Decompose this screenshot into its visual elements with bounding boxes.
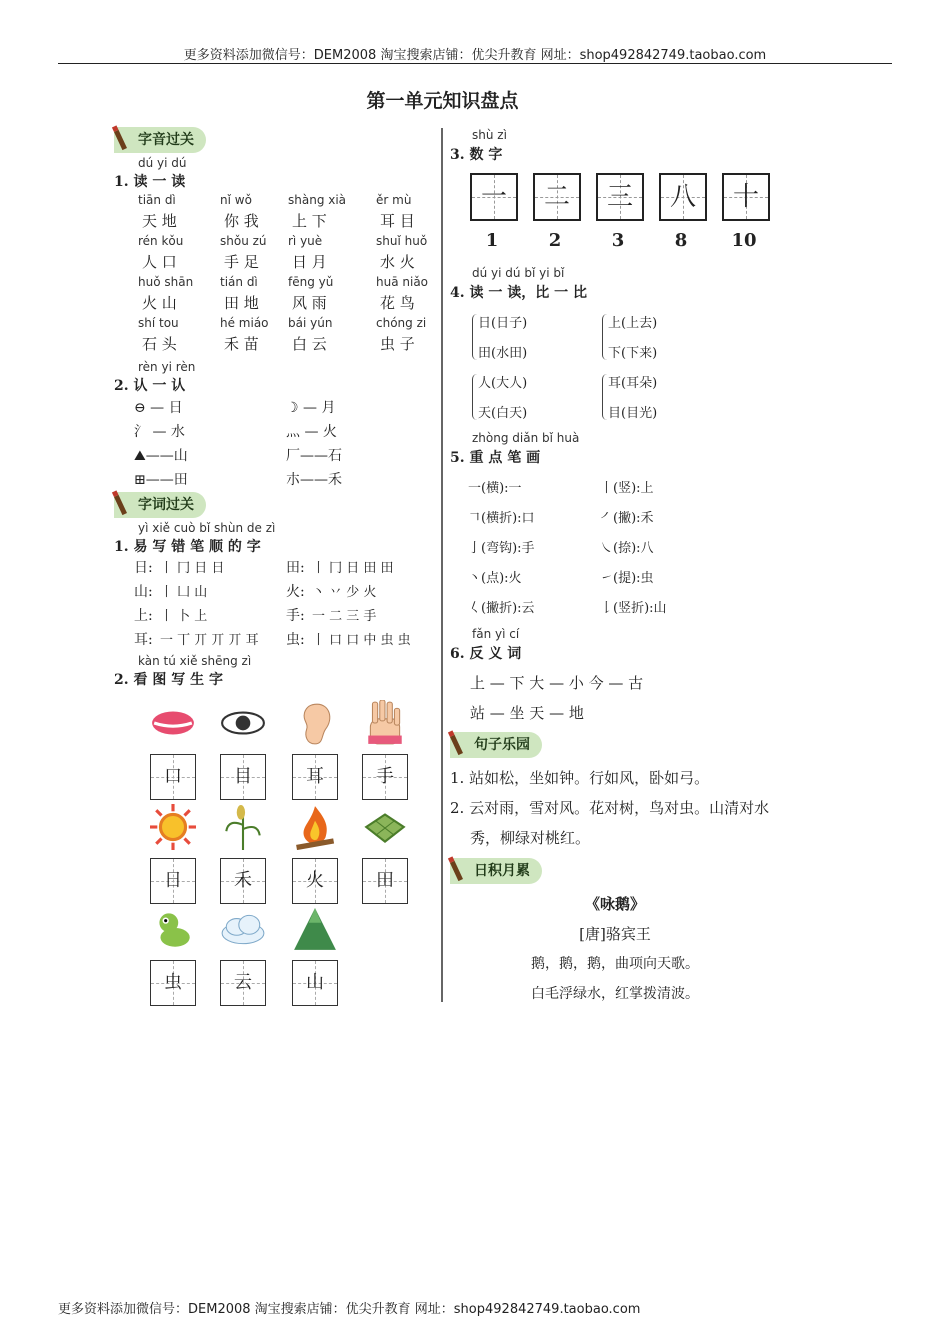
word-pinyin: tián dì bbox=[220, 275, 258, 289]
pictograph-character: 日 bbox=[168, 400, 183, 416]
word-pinyin: shàng xià bbox=[288, 193, 347, 207]
poem-title: 《咏鹅》 bbox=[584, 895, 645, 913]
word-hanzi: 水 火 bbox=[380, 253, 415, 271]
stroke-name: 丨(竖):上 bbox=[600, 481, 654, 496]
word-pinyin: hé miáo bbox=[220, 316, 269, 330]
stroke-name: 𠄌(竖折):山 bbox=[600, 601, 667, 616]
compare-word: 人(大人) bbox=[478, 376, 528, 391]
word-pinyin: bái yún bbox=[288, 316, 333, 330]
strokes-key-pinyin: zhòng diǎn bǐ huà bbox=[472, 431, 580, 445]
stroke-character: 山: bbox=[134, 584, 153, 600]
word-pinyin: shuǐ huǒ bbox=[376, 234, 428, 248]
eye-icon bbox=[220, 700, 266, 746]
number-digit: 8 bbox=[674, 230, 688, 251]
stroke-steps: 一 二 三 手 bbox=[312, 609, 377, 624]
section-tag-accumulate bbox=[450, 858, 542, 884]
word-hanzi: 人 口 bbox=[142, 253, 177, 271]
section-tag-label: 日积月累 bbox=[474, 863, 530, 879]
section-tag-label: 句子乐园 bbox=[474, 737, 530, 753]
cell-character: 田 bbox=[376, 870, 394, 891]
pictograph-character: 月 bbox=[321, 400, 336, 416]
pencil-icon bbox=[450, 735, 463, 755]
cell-character: 火 bbox=[306, 870, 324, 891]
word-pinyin: tiān dì bbox=[138, 193, 176, 207]
poem-line: 鹅，鹅，鹅，曲项向天歌。 bbox=[531, 956, 699, 972]
q1-label: 1. 读 一 读 bbox=[114, 174, 186, 190]
compare-word: 耳(耳朵) bbox=[608, 376, 658, 391]
word-pinyin: huǒ shān bbox=[138, 275, 194, 289]
strokes-pinyin: yì xiě cuò bǐ shùn de zì bbox=[138, 521, 276, 535]
stroke-name: 𠃍(横折):口 bbox=[468, 511, 535, 526]
header-rule bbox=[58, 63, 892, 64]
pencil-icon bbox=[114, 130, 127, 150]
field-icon bbox=[362, 804, 408, 850]
writing-cell bbox=[220, 754, 266, 800]
dash: — bbox=[298, 400, 322, 416]
word-hanzi: 日 月 bbox=[292, 253, 327, 271]
number-character: 二 bbox=[543, 182, 570, 212]
pencil-icon bbox=[450, 861, 463, 881]
compare-word: 天(白天) bbox=[478, 406, 528, 421]
cell-character: 手 bbox=[376, 766, 394, 787]
word-hanzi: 白 云 bbox=[292, 335, 327, 353]
word-pinyin: shǒu zú bbox=[220, 234, 267, 248]
stroke-steps: 丨 口 口 中 虫 虫 bbox=[312, 633, 411, 648]
pictograph-pair bbox=[286, 445, 342, 465]
pictograph-icon: 灬 bbox=[286, 424, 300, 440]
number-digit: 1 bbox=[485, 230, 499, 251]
writing-cell bbox=[150, 754, 196, 800]
stroke-name: ㇏(捺):八 bbox=[600, 541, 654, 556]
stroke-name: ㇀(提):虫 bbox=[600, 571, 654, 586]
number-character: 十 bbox=[732, 182, 759, 212]
stroke-character: 田: bbox=[286, 560, 305, 576]
brace bbox=[602, 314, 607, 360]
writing-cell bbox=[292, 858, 338, 904]
brace bbox=[472, 374, 477, 420]
number-cell bbox=[659, 173, 707, 221]
stroke-character: 上: bbox=[134, 608, 153, 624]
numbers-label: 3. 数 字 bbox=[450, 147, 503, 163]
number-digit: 10 bbox=[731, 230, 757, 251]
cell-character: 目 bbox=[234, 766, 252, 787]
cell-character: 日 bbox=[164, 870, 182, 891]
stroke-steps: 丨 冂 日 田 田 bbox=[312, 561, 394, 576]
pictograph-character: 水 bbox=[170, 424, 185, 440]
number-digit: 3 bbox=[611, 230, 625, 251]
cell-character: 耳 bbox=[306, 766, 324, 787]
pictograph-character: 禾 bbox=[328, 472, 342, 488]
writing-cell bbox=[220, 960, 266, 1006]
dash: — bbox=[300, 424, 323, 440]
picture-label: 2. 看 图 写 生 字 bbox=[114, 672, 223, 688]
q2-label: 2. 认 一 认 bbox=[114, 378, 186, 394]
dash: —— bbox=[300, 448, 328, 464]
mountain-icon bbox=[292, 906, 338, 952]
word-pinyin: shí tou bbox=[138, 316, 179, 330]
writing-cell bbox=[362, 754, 408, 800]
word-hanzi: 耳 目 bbox=[380, 212, 415, 230]
compare-word: 目(目光) bbox=[608, 406, 658, 421]
number-character: 一 bbox=[480, 182, 507, 212]
writing-cell bbox=[292, 960, 338, 1006]
compare-label: 4. 读 一 读，比 一 比 bbox=[450, 285, 587, 301]
fire-icon bbox=[292, 804, 338, 850]
page-footer: 更多资料添加微信号：DEM2008 淘宝搜索店铺：优尖升教育 网址：shop492842749.taobao.com bbox=[58, 1302, 641, 1317]
compare-word: 田(水田) bbox=[478, 346, 528, 361]
word-pinyin: rì yuè bbox=[288, 234, 323, 248]
poem-line: 白毛浮绿水，红掌拨清波。 bbox=[531, 986, 699, 1002]
number-cell bbox=[596, 173, 644, 221]
pictograph-icon: ☽ bbox=[286, 400, 299, 416]
bug-icon bbox=[150, 906, 196, 952]
dash: —— bbox=[145, 472, 174, 488]
q1-pinyin: dú yi dú bbox=[138, 156, 187, 170]
stroke-steps: 丨 卜 上 bbox=[160, 609, 208, 624]
number-cell bbox=[533, 173, 581, 221]
word-pinyin: chóng zi bbox=[376, 316, 427, 330]
word-hanzi: 上 下 bbox=[292, 212, 327, 230]
number-digit: 2 bbox=[548, 230, 562, 251]
pictograph-icon: ⺡ bbox=[134, 424, 148, 440]
writing-cell bbox=[150, 858, 196, 904]
number-character: 三 bbox=[606, 182, 633, 212]
word-pinyin: huā niǎo bbox=[376, 275, 429, 289]
stroke-steps: 丨 冂 日 日 bbox=[160, 561, 225, 576]
dash: —— bbox=[145, 448, 174, 464]
q2-pinyin: rèn yi rèn bbox=[138, 360, 196, 374]
number-cell bbox=[470, 173, 518, 221]
stroke-character: 手: bbox=[286, 608, 305, 624]
antonym-row: 上 — 下 大 — 小 今 — 古 bbox=[470, 674, 644, 692]
section-tag-label: 字音过关 bbox=[138, 132, 194, 148]
pictograph-icon: 朩 bbox=[286, 472, 300, 488]
section-tag-label: 字词过关 bbox=[138, 497, 194, 513]
stroke-character: 日: bbox=[134, 560, 153, 576]
stroke-name: 𡿨(撇折):云 bbox=[468, 601, 535, 616]
word-pinyin: fēng yǔ bbox=[288, 275, 334, 289]
word-hanzi: 手 足 bbox=[224, 253, 259, 271]
numbers-pinyin: shù zì bbox=[472, 128, 507, 142]
sentence-item: 2. 云对雨，雪对风。花对树，鸟对虫。山清对水 bbox=[450, 799, 770, 817]
antonym-row: 站 — 坐 天 — 地 bbox=[470, 704, 584, 722]
lips-icon bbox=[150, 700, 196, 746]
pictograph-pair bbox=[286, 397, 335, 417]
word-pinyin: ěr mù bbox=[376, 193, 412, 207]
dash: — bbox=[145, 400, 169, 416]
writing-cell bbox=[362, 858, 408, 904]
stroke-character: 火: bbox=[286, 584, 305, 600]
page-header: 更多资料添加微信号：DEM2008 淘宝搜索店铺：优尖升教育 网址：shop492842749.taobao.com bbox=[183, 48, 767, 63]
stroke-name: 一(横):一 bbox=[468, 481, 522, 496]
pictograph-character: 田 bbox=[173, 472, 188, 488]
hand-icon bbox=[362, 700, 408, 746]
stroke-character: 耳: bbox=[134, 632, 153, 648]
sentence-item: 1. 站如松，坐如钟。行如风，卧如弓。 bbox=[450, 769, 710, 787]
cell-character: 云 bbox=[234, 972, 252, 993]
dash: — bbox=[148, 424, 171, 440]
ear-icon bbox=[292, 700, 338, 746]
cell-character: 禾 bbox=[234, 870, 252, 891]
section-tag-words bbox=[114, 492, 206, 518]
cell-character: 虫 bbox=[164, 972, 182, 993]
pictograph-icon: ⛰ bbox=[134, 448, 146, 464]
pictograph-icon: ⊖ bbox=[134, 400, 146, 416]
pictograph-pair bbox=[286, 469, 342, 489]
word-hanzi: 火 山 bbox=[142, 294, 177, 312]
word-pinyin: nǐ wǒ bbox=[220, 193, 252, 207]
word-hanzi: 田 地 bbox=[224, 294, 259, 312]
section-tag-sentences bbox=[450, 732, 542, 758]
page-title: 第一单元知识盘点 bbox=[366, 90, 519, 112]
column-divider bbox=[441, 128, 443, 1002]
pictograph-pair bbox=[134, 469, 188, 489]
cell-character: 口 bbox=[164, 766, 182, 787]
number-character: 八 bbox=[669, 182, 696, 212]
stroke-name: 亅(弯钩):手 bbox=[468, 541, 535, 556]
cell-character: 山 bbox=[306, 972, 324, 993]
sun-icon bbox=[150, 804, 196, 850]
cloud-icon bbox=[220, 906, 266, 952]
pictograph-pair bbox=[134, 421, 185, 441]
stroke-name: ㇒(撇):禾 bbox=[600, 511, 654, 526]
word-hanzi: 虫 子 bbox=[380, 335, 415, 353]
compare-word: 日(日子) bbox=[478, 316, 528, 331]
rice-plant-icon bbox=[220, 804, 266, 850]
writing-cell bbox=[150, 960, 196, 1006]
stroke-steps: 丶 丷 少 火 bbox=[312, 585, 377, 600]
antonym-pinyin: fǎn yì cí bbox=[472, 627, 520, 641]
pictograph-character: 石 bbox=[328, 448, 342, 464]
strokes-label: 1. 易 写 错 笔 顺 的 字 bbox=[114, 539, 261, 555]
word-hanzi: 你 我 bbox=[224, 212, 259, 230]
word-hanzi: 天 地 bbox=[142, 212, 177, 230]
brace bbox=[602, 374, 607, 420]
section-tag-pronunciation bbox=[114, 127, 206, 153]
pictograph-pair bbox=[134, 445, 188, 465]
stroke-name: 丶(点):火 bbox=[468, 571, 522, 586]
compare-word: 下(下来) bbox=[608, 346, 658, 361]
dash: —— bbox=[300, 472, 328, 488]
number-cell bbox=[722, 173, 770, 221]
stroke-character: 虫: bbox=[286, 632, 305, 648]
brace bbox=[472, 314, 477, 360]
poem-author: [唐]骆宾王 bbox=[579, 925, 651, 943]
pictograph-character: 山 bbox=[173, 448, 188, 464]
writing-cell bbox=[292, 754, 338, 800]
word-hanzi: 风 雨 bbox=[292, 294, 327, 312]
word-hanzi: 石 头 bbox=[142, 335, 177, 353]
antonym-label: 6. 反 义 词 bbox=[450, 646, 522, 662]
picture-pinyin: kàn tú xiě shēng zì bbox=[138, 654, 252, 668]
word-hanzi: 花 鸟 bbox=[380, 294, 415, 312]
pictograph-character: 火 bbox=[322, 424, 337, 440]
compare-word: 上(上去) bbox=[608, 316, 658, 331]
sentence-item: 秀，柳绿对桃红。 bbox=[470, 829, 591, 847]
pencil-icon bbox=[114, 495, 127, 515]
pictograph-icon: 厂 bbox=[286, 448, 300, 464]
pictograph-icon: ⊞ bbox=[134, 472, 146, 488]
pictograph-pair bbox=[286, 421, 337, 441]
stroke-steps: 一 丅 丌 丌 丌 耳 bbox=[160, 633, 259, 648]
writing-cell bbox=[220, 858, 266, 904]
word-hanzi: 禾 苗 bbox=[224, 335, 259, 353]
stroke-steps: 丨 凵 山 bbox=[160, 585, 208, 600]
strokes-key-label: 5. 重 点 笔 画 bbox=[450, 450, 541, 466]
compare-pinyin: dú yi dú bǐ yi bǐ bbox=[472, 266, 565, 280]
word-pinyin: rén kǒu bbox=[138, 234, 184, 248]
pictograph-pair bbox=[134, 397, 183, 417]
